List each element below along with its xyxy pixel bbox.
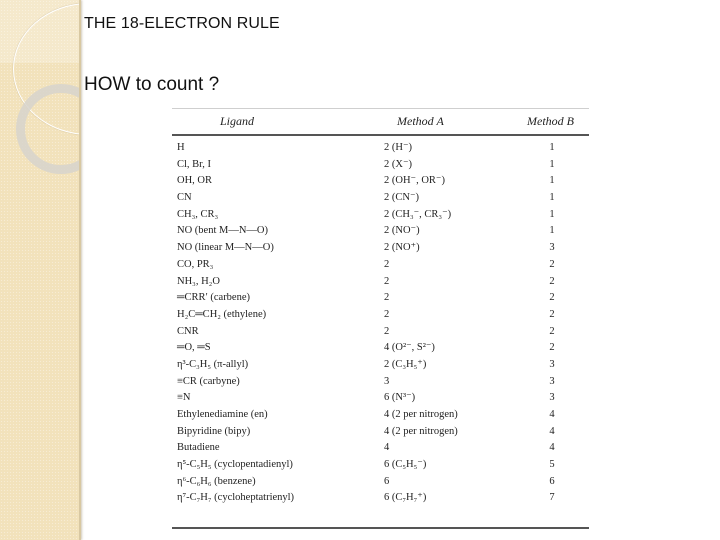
- cell-method-a: 6 (C₅H₅⁻): [384, 459, 427, 471]
- cell-ligand: CH₃, CR₃: [177, 208, 219, 220]
- table-row: [172, 173, 589, 190]
- cell-method-b: 1: [549, 208, 555, 220]
- ligand-electron-count-table: [172, 108, 589, 530]
- slide-title: THE 18-ELECTRON RULE: [84, 15, 280, 32]
- cell-method-a: 2: [384, 275, 390, 287]
- header-method-a: Method A: [397, 114, 444, 128]
- table-row: [172, 157, 589, 174]
- cell-ligand: η³-C₃H₅ (π-allyl): [177, 358, 249, 370]
- cell-method-a: 6 (N³⁻): [384, 392, 416, 404]
- cell-method-a: 2: [384, 258, 390, 270]
- cell-method-b: 6: [549, 475, 555, 487]
- table-row: [172, 340, 589, 357]
- table-row: [172, 357, 589, 374]
- table-header-rule: [172, 134, 589, 136]
- cell-method-b: 3: [549, 242, 555, 254]
- cell-method-a: 4 (2 per nitrogen): [384, 409, 458, 420]
- table-top-rule: [172, 108, 589, 109]
- cell-method-a: 2: [384, 292, 390, 304]
- cell-method-a: 2 (OH⁻, OR⁻): [384, 175, 445, 187]
- cell-method-a: 2 (H⁻): [384, 142, 412, 153]
- cell-ligand: ≡N: [177, 392, 191, 404]
- table-row: [172, 190, 589, 207]
- cell-method-b: 1: [549, 142, 555, 153]
- cell-ligand: ═O, ═S: [177, 342, 211, 354]
- cell-method-b: 1: [549, 192, 555, 204]
- cell-ligand: Ethylenediamine (en): [177, 409, 268, 420]
- cell-method-b: 1: [549, 158, 555, 170]
- header-ligand: Ligand: [220, 114, 255, 128]
- cell-method-b: 2: [549, 325, 555, 337]
- cell-ligand: η⁶-C₆H₆ (benzene): [177, 475, 256, 487]
- table-header: [172, 114, 589, 132]
- cell-method-b: 5: [549, 459, 555, 471]
- cell-ligand: CNR: [177, 325, 199, 337]
- cell-ligand: OH, OR: [177, 175, 213, 187]
- cell-method-a: 3: [384, 375, 390, 387]
- table-row: [172, 257, 589, 274]
- cell-method-a: 2: [384, 325, 390, 337]
- table-row: [172, 374, 589, 391]
- cell-ligand: H: [177, 142, 185, 153]
- cell-method-b: 2: [549, 308, 555, 320]
- cell-method-a: 6 (C₇H₇⁺): [384, 492, 427, 504]
- cell-ligand: NO (bent M—N—O): [177, 225, 268, 237]
- cell-method-b: 3: [549, 375, 555, 387]
- table-row: [172, 490, 589, 507]
- cell-method-a: 2 (C₃H₅⁺): [384, 358, 427, 370]
- table-row: [172, 324, 589, 341]
- cell-method-a: 2 (CN⁻): [384, 192, 419, 204]
- cell-ligand: NO (linear M—N—O): [177, 242, 274, 254]
- cell-method-b: 2: [549, 275, 555, 287]
- table-row: [172, 407, 589, 424]
- cell-ligand: Butadiene: [177, 442, 220, 454]
- cell-method-b: 7: [549, 492, 555, 504]
- cell-method-a: 6: [384, 475, 390, 487]
- cell-method-a: 4 (2 per nitrogen): [384, 425, 458, 437]
- cell-method-b: 2: [549, 292, 555, 304]
- cell-ligand: Bipyridine (bipy): [177, 425, 251, 437]
- cell-method-b: 3: [549, 392, 555, 404]
- table-row: [172, 424, 589, 441]
- cell-method-a: 2 (CH₃⁻, CR₃⁻): [384, 208, 452, 220]
- table-row: [172, 390, 589, 407]
- cell-ligand: CO, PR₃: [177, 258, 214, 270]
- table-row: [172, 240, 589, 257]
- cell-ligand: NH₃, H₂O: [177, 275, 220, 287]
- cell-method-a: 4 (O²⁻, S²⁻): [384, 342, 435, 354]
- table-row: [172, 440, 589, 457]
- table-row: [172, 207, 589, 224]
- decorative-sidebar: [0, 0, 81, 540]
- table-row: [172, 140, 589, 157]
- cell-ligand: ═CRR′ (carbene): [177, 292, 251, 304]
- cell-method-b: 1: [549, 175, 555, 187]
- table-row: [172, 307, 589, 324]
- cell-method-a: 2 (X⁻): [384, 158, 412, 170]
- cell-ligand: H₂C═CH₂ (ethylene): [177, 308, 267, 320]
- cell-method-b: 4: [549, 442, 555, 454]
- cell-ligand: ≡CR (carbyne): [177, 375, 240, 387]
- cell-method-b: 4: [549, 409, 555, 420]
- cell-method-a: 2: [384, 308, 390, 320]
- cell-ligand: η⁷-C₇H₇ (cycloheptatrienyl): [177, 492, 295, 504]
- table-row: [172, 274, 589, 291]
- cell-method-a: 2 (NO⁺): [384, 242, 420, 254]
- header-method-b: Method B: [527, 114, 574, 128]
- table-row: [172, 290, 589, 307]
- table-bottom-rule: [172, 527, 589, 529]
- cell-method-b: 2: [549, 342, 555, 354]
- cell-ligand: η⁵-C₅H₅ (cyclopentadienyl): [177, 459, 293, 471]
- cell-method-a: 4: [384, 442, 390, 454]
- cell-ligand: CN: [177, 192, 192, 204]
- cell-method-b: 1: [549, 225, 555, 237]
- cell-method-b: 2: [549, 258, 555, 270]
- table-row: [172, 457, 589, 474]
- cell-method-b: 4: [549, 425, 555, 437]
- cell-method-b: 3: [549, 358, 555, 370]
- cell-ligand: Cl, Br, I: [177, 158, 211, 170]
- table-body: [172, 140, 589, 507]
- cell-method-a: 2 (NO⁻): [384, 225, 420, 237]
- table-row: [172, 223, 589, 240]
- slide-subtitle: HOW to count ?: [84, 74, 220, 95]
- table-row: [172, 474, 589, 491]
